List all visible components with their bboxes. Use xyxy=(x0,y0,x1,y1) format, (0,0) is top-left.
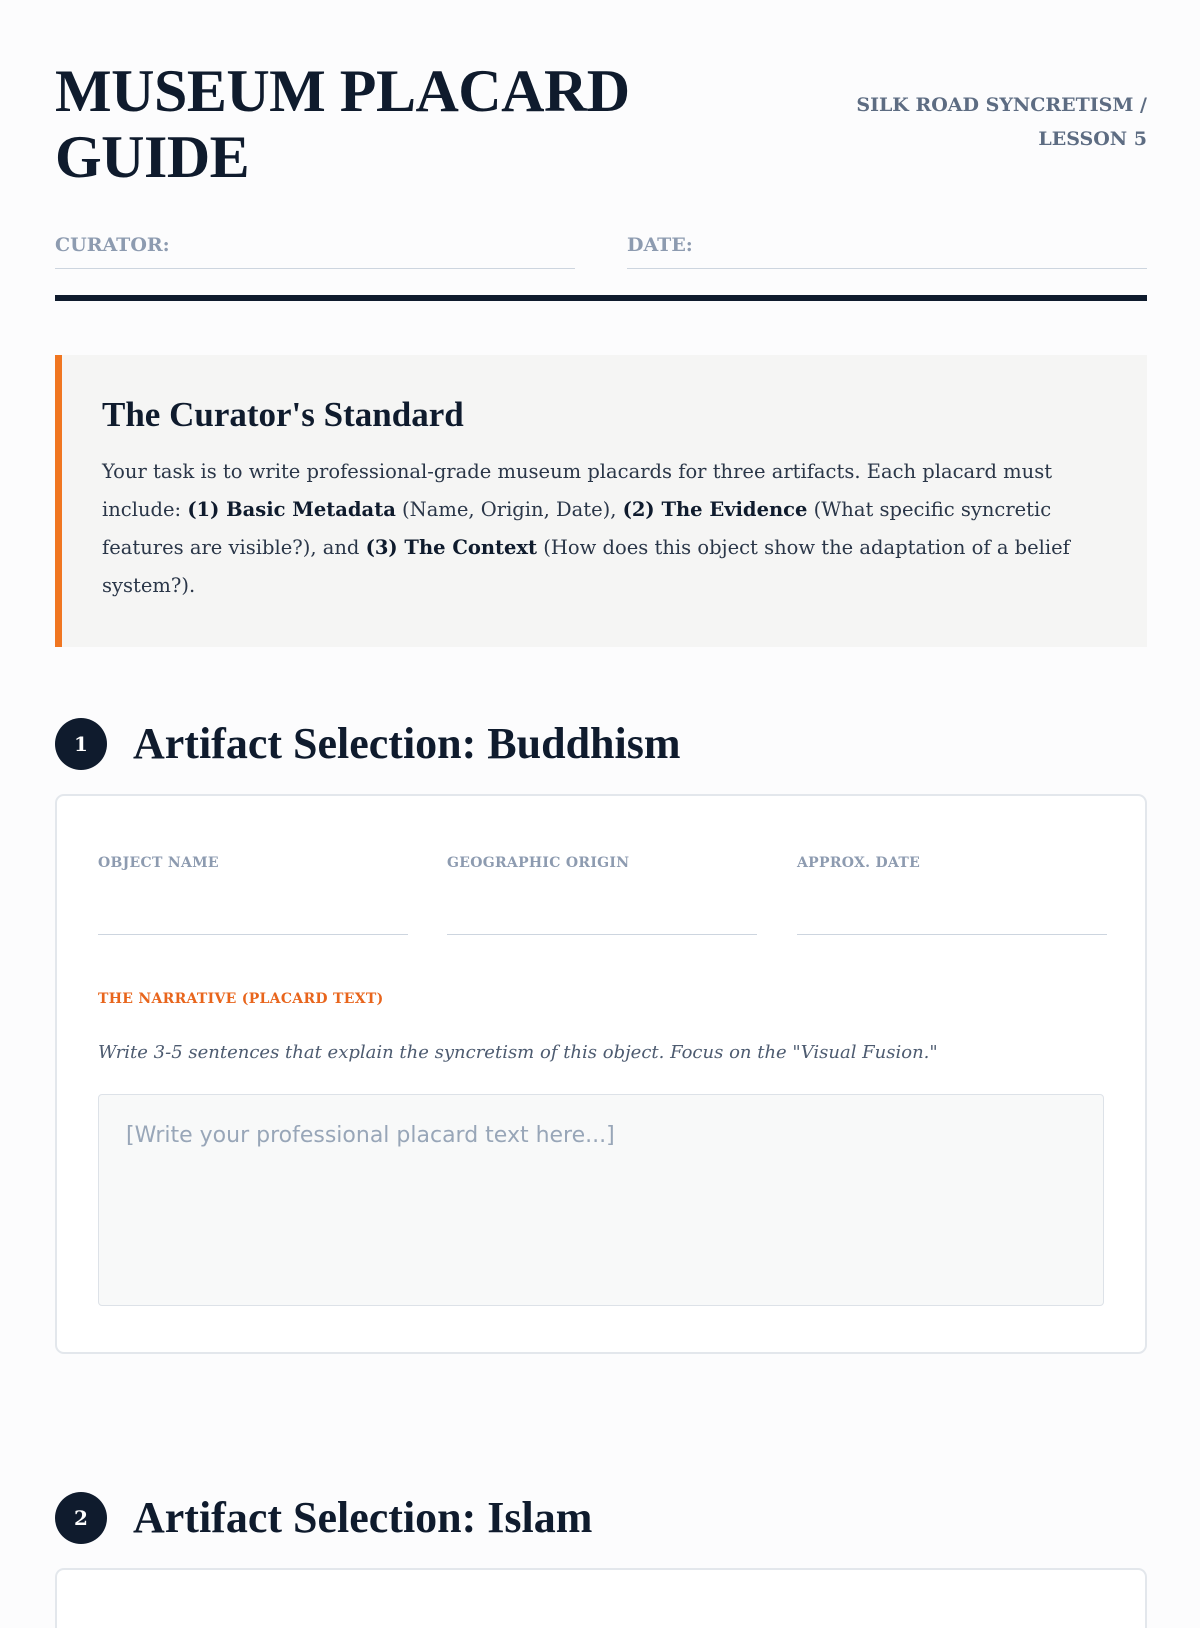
standard-item1-text: (Name, Origin, Date), xyxy=(395,498,623,521)
standard-item3-label: (3) The Context xyxy=(365,536,538,559)
section-number-badge: 1 xyxy=(55,718,107,770)
meta-row xyxy=(55,226,1147,270)
date-field[interactable] xyxy=(627,226,1147,269)
standard-item3-text: (How does this object show the adaptation of a belief system?). xyxy=(102,536,1070,597)
page-header xyxy=(55,0,1147,200)
curator-standard-box xyxy=(55,355,1147,647)
date-label: DATE: xyxy=(627,234,693,256)
approx-date-label: APPROX. DATE xyxy=(797,855,921,871)
narrative-hint: Write 3-5 sentences that explain the syncretism of this object. Focus on the "Visual Fusion." xyxy=(98,1042,938,1063)
section-title: Artifact Selection: Buddhism xyxy=(133,719,681,768)
standard-item2-label: (2) The Evidence xyxy=(622,498,808,521)
section-title: Artifact Selection: Islam xyxy=(133,1493,593,1542)
standard-intro: Your task is to write professional-grade museum placards for three artifacts. Each placard must include: xyxy=(102,460,1053,521)
section-1-header xyxy=(55,716,1147,772)
header-divider xyxy=(55,295,1147,301)
series-line-1: SILK ROAD SYNCRETISM / xyxy=(856,94,1147,116)
series-line-2: LESSON 5 xyxy=(1038,128,1147,150)
section-2-header xyxy=(55,1490,1147,1546)
worksheet-page xyxy=(55,0,1147,1542)
section-number-badge: 2 xyxy=(55,1492,107,1544)
standard-item1-label: (1) Basic Metadata xyxy=(187,498,396,521)
standard-title: The Curator's Standard xyxy=(102,395,464,434)
artifact-card-buddhism xyxy=(55,794,1147,1354)
standard-body xyxy=(102,453,1112,605)
narrative-placeholder: [Write your professional placard text here...] xyxy=(126,1123,615,1148)
object-name-field[interactable] xyxy=(98,854,408,935)
geographic-origin-label: GEOGRAPHIC ORIGIN xyxy=(447,855,630,871)
narrative-label: THE NARRATIVE (PLACARD TEXT) xyxy=(98,991,384,1007)
standard-item2-text: (What specific syncretic features are visible?), and xyxy=(102,498,1052,559)
object-name-label: OBJECT NAME xyxy=(98,855,219,871)
curator-field[interactable] xyxy=(55,226,575,269)
geographic-origin-field[interactable] xyxy=(447,854,757,935)
series-label xyxy=(807,88,1147,156)
page-title: MUSEUM PLACARD GUIDE xyxy=(55,58,630,190)
artifact-card-islam xyxy=(55,1568,1147,1628)
approx-date-field[interactable] xyxy=(797,854,1107,935)
curator-label: CURATOR: xyxy=(55,234,170,256)
narrative-textarea[interactable] xyxy=(98,1094,1104,1306)
